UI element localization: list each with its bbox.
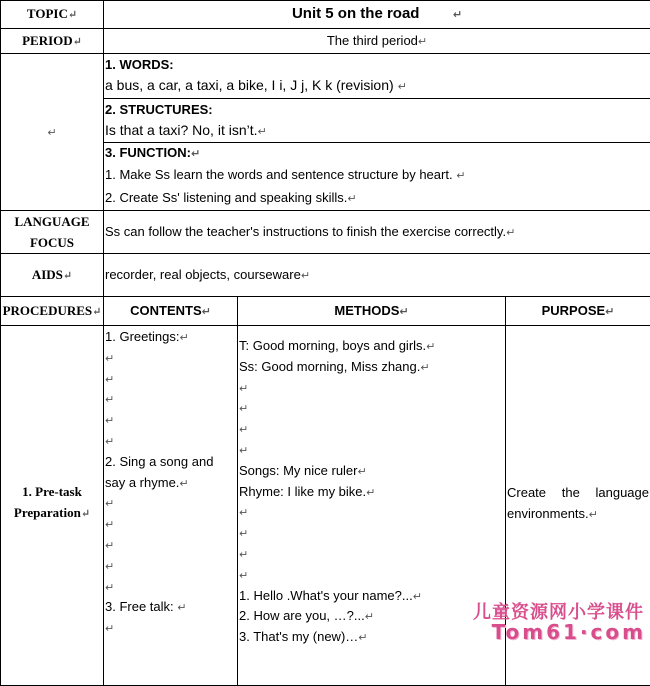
methods-line: ↵ [239, 502, 504, 523]
words-heading: 1. WORDS: [105, 55, 649, 75]
methods-line: Songs: My nice ruler↵ [239, 461, 504, 482]
contents-line: ↵ [105, 431, 236, 452]
contents-line: say a rhyme.↵ [105, 473, 236, 494]
contents-line: ↵ [105, 535, 236, 556]
methods-line: 2. How are you, …?...↵ [239, 606, 504, 627]
return-mark: ↵ [92, 306, 101, 318]
topic-label-cell [1, 1, 104, 29]
function-cell [104, 143, 650, 211]
words-cell [104, 54, 650, 99]
contents-cell [104, 326, 238, 686]
return-mark: ↵ [68, 9, 77, 21]
methods-line: T: Good morning, boys and girls.↵ [239, 336, 504, 357]
contents-header: CONTENTS [130, 303, 202, 318]
methods-header: METHODS [334, 303, 399, 318]
return-mark: ↵ [73, 36, 82, 48]
stage-label-cell [1, 326, 104, 686]
contents-line: 2. Sing a song and [105, 452, 236, 473]
language-focus-label: LANGUAGE FOCUS [14, 214, 89, 250]
methods-line: 1. Hello .What's your name?...↵ [239, 586, 504, 607]
return-mark: ↵ [47, 127, 56, 139]
return-mark: ↵ [347, 193, 356, 205]
methods-line: ↵ [239, 523, 504, 544]
watermark-logo-text: Tom61·com [492, 620, 646, 644]
period-value-cell [104, 29, 650, 54]
structures-text: Is that a taxi? No, it isn’t. [105, 122, 258, 138]
methods-line: 3. That's my (new)…↵ [239, 627, 504, 648]
language-focus-label-cell [1, 211, 104, 254]
function-item: 2. Create Ss' listening and speaking skills. [105, 190, 347, 205]
return-mark: ↵ [398, 81, 407, 93]
period-value: The third period [327, 33, 418, 48]
contents-line: ↵ [105, 556, 236, 577]
structures-heading: 2. STRUCTURES: [105, 102, 213, 117]
purpose-header-cell [506, 297, 650, 326]
aids-row [1, 254, 650, 297]
language-focus-row [1, 211, 650, 254]
contents-header-cell [104, 297, 238, 326]
purpose-header: PURPOSE [542, 303, 606, 318]
topic-label: TOPIC [27, 6, 68, 21]
return-mark: ↵ [418, 36, 427, 48]
site-watermark [448, 598, 648, 646]
methods-line: ↵ [239, 398, 504, 419]
methods-line: ↵ [239, 378, 504, 399]
contents-line: ↵ [105, 618, 236, 639]
contents-line: ↵ [105, 369, 236, 390]
return-mark: ↵ [456, 170, 465, 182]
topic-title: Unit 5 on the road [292, 5, 420, 22]
words-text: a bus, a car, a taxi, a bike, I i, J j, K k (revision) [105, 77, 394, 93]
procedures-header-row [1, 297, 650, 326]
period-label: PERIOD [22, 33, 73, 48]
contents-lines [105, 326, 236, 639]
procedures-label: PROCEDURES [3, 303, 93, 318]
return-mark: ↵ [258, 126, 267, 138]
objectives-label-cell [1, 54, 104, 211]
procedures-label-cell [1, 297, 104, 326]
methods-line: ↵ [239, 419, 504, 440]
methods-line: Ss: Good morning, Miss zhang.↵ [239, 357, 504, 378]
language-focus-cell [104, 211, 650, 254]
aids-value: recorder, real objects, courseware [105, 267, 301, 282]
methods-line: ↵ [239, 565, 504, 586]
watermark-chinese-text: 儿童资源网小学课件 [473, 598, 644, 624]
methods-line: ↵ [239, 544, 504, 565]
return-mark: ↵ [301, 270, 310, 282]
contents-line: ↵ [105, 493, 236, 514]
return-mark: ↵ [605, 306, 614, 318]
contents-line: ↵ [105, 348, 236, 369]
return-mark: ↵ [506, 227, 515, 239]
language-focus-value: Ss can follow the teacher's instructions to finish the exercise correctly. [105, 224, 506, 239]
structures-cell [104, 99, 650, 143]
period-row [1, 29, 650, 54]
contents-line: 1. Greetings:↵ [105, 327, 236, 348]
purpose-text: Create the language environments.↵ [507, 326, 649, 526]
aids-label: AIDS [32, 267, 63, 282]
function-item: 1. Make Ss learn the words and sentence structure by heart. [105, 167, 453, 182]
return-mark: ↵ [453, 9, 462, 21]
aids-cell [104, 254, 650, 297]
topic-value-cell [104, 1, 650, 29]
return-mark: ↵ [63, 270, 72, 282]
contents-line: ↵ [105, 577, 236, 598]
methods-line: ↵ [239, 440, 504, 461]
contents-line: ↵ [105, 514, 236, 535]
words-row [1, 54, 650, 99]
contents-line: ↵ [105, 410, 236, 431]
contents-line: 3. Free talk: ↵ [105, 597, 236, 618]
return-mark: ↵ [202, 306, 211, 318]
return-mark: ↵ [191, 148, 200, 160]
period-label-cell [1, 29, 104, 54]
methods-header-cell [238, 297, 506, 326]
function-heading: 3. FUNCTION: [105, 145, 191, 160]
contents-line: ↵ [105, 389, 236, 410]
methods-line: Rhyme: I like my bike.↵ [239, 482, 504, 503]
aids-label-cell [1, 254, 104, 297]
return-mark: ↵ [81, 508, 90, 520]
stage-label: 1. Pre-task Preparation [14, 484, 82, 520]
topic-row [1, 1, 650, 29]
return-mark: ↵ [399, 306, 408, 318]
